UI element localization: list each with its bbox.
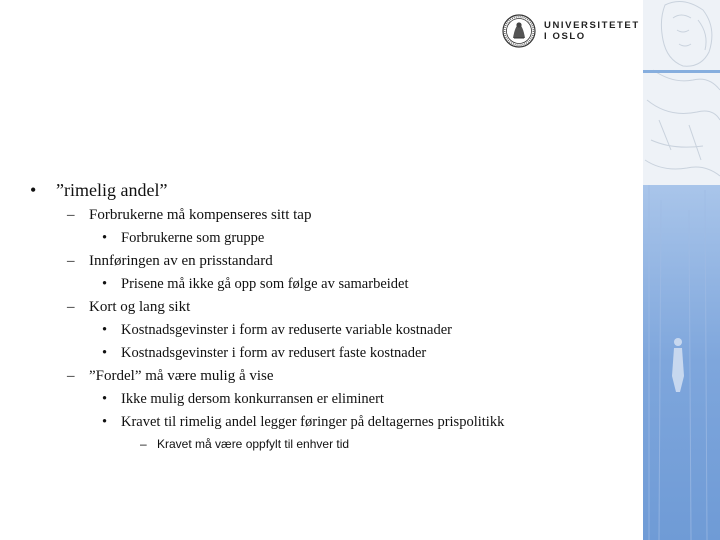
title-text: ”rimelig andel” (56, 180, 168, 200)
sub-list-item-text: Prisene må ikke gå opp som følge av samarbeidet (121, 276, 409, 292)
university-name (544, 20, 640, 42)
sub-list-item-text: Forbrukerne som gruppe (121, 230, 265, 246)
sub-sub-list-item-text: Kravet må være oppfylt til enhver tid (157, 437, 350, 451)
sub-list-item-text: Kostnadsgevinster i form av reduserte variable kostnader (121, 322, 452, 338)
bullet-marker: • (102, 322, 108, 338)
decorative-side-panel (643, 0, 720, 540)
list-item-text: Forbrukerne må kompenseres sitt tap (89, 207, 312, 223)
sub-list-item-text: Ikke mulig dersom konkurransen er eliminert (121, 391, 384, 407)
bullet-marker: • (102, 276, 108, 292)
dash-marker: – (67, 368, 75, 384)
university-logo (502, 14, 640, 48)
sub-list-item-text: Kravet til rimelig andel legger føringer på deltagernes prispolitikk (121, 414, 505, 430)
dash-marker: – (140, 437, 147, 451)
bullet-marker: • (30, 180, 37, 200)
dash-marker: – (67, 299, 75, 315)
university-seal-icon (502, 14, 536, 48)
university-name-line2: I OSLO (544, 31, 586, 42)
bullet-marker: • (102, 345, 108, 361)
bullet-marker: • (102, 414, 108, 430)
list-item-text: Innføringen av en prisstandard (89, 253, 273, 269)
university-name-line1: UNIVERSITETET (544, 20, 640, 31)
list-item-text: ”Fordel” må være mulig å vise (89, 368, 274, 384)
bullet-marker: • (102, 391, 108, 407)
sub-list-item-text: Kostnadsgevinster i form av redusert faste kostnader (121, 345, 427, 361)
dash-marker: – (67, 207, 75, 223)
bullet-marker: • (102, 230, 108, 246)
dash-marker: – (67, 253, 75, 269)
list-item-text: Kort og lang sikt (89, 299, 191, 315)
